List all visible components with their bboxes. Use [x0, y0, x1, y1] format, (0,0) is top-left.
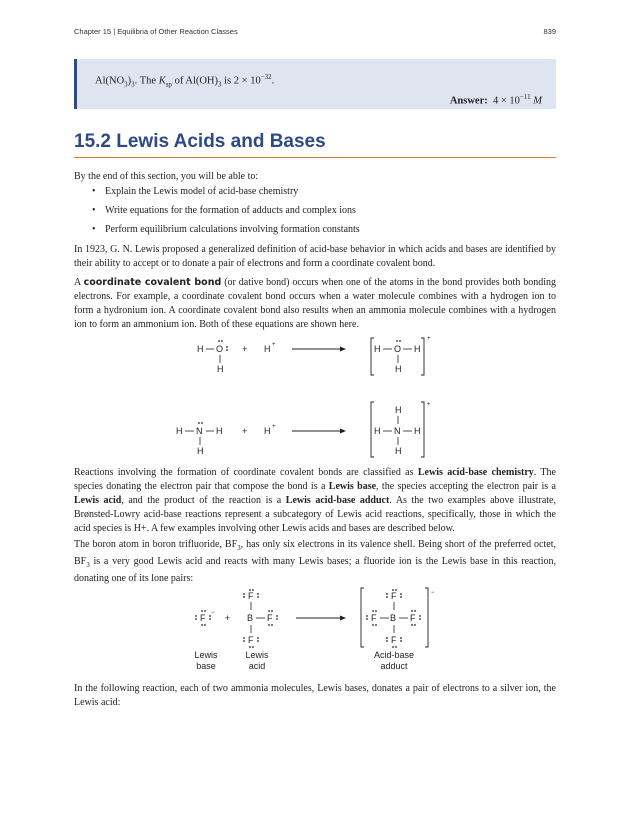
svg-text:+: +: [272, 424, 276, 430]
svg-text:H: H: [395, 364, 402, 374]
callout-answer: Answer: $4 \times 10^{-11}$ M: [449, 93, 542, 107]
svg-text:+: +: [427, 336, 431, 342]
svg-text:F: F: [391, 591, 397, 601]
svg-text:N: N: [196, 426, 203, 436]
chapter-title: Chapter 15 | Equilibria of Other Reaction Classes: [74, 27, 238, 36]
atom-o: O: [216, 344, 224, 354]
svg-text:H: H: [197, 446, 204, 456]
svg-text:N: N: [394, 426, 401, 436]
paragraph-bf3: The boron atom in boron trifluoride, $BF_3$, has only six electrons in its valence shell. Being short of the preferred octet, $BF_3$ is a very good Lewis acid and reacts with many Lewis bases; a fluoride ion is the Lewis base in this reaction, donating one of its lone pairs:: [74, 539, 556, 584]
svg-text:+: +: [225, 613, 231, 623]
label-lewis-acid: Lewis: [245, 650, 269, 660]
svg-text:F: F: [391, 635, 397, 645]
svg-text:H: H: [264, 426, 271, 436]
label-adduct: Acid-base: [373, 650, 415, 660]
callout-text: $Al(NO_3)_3$. The $K_{sp}$ of $Al(OH)_3$ is $2 \times 10^{-32}$.: [95, 73, 275, 89]
section-title: 15.2 Lewis Acids and Bases: [74, 131, 326, 152]
svg-text:base: base: [196, 661, 216, 671]
svg-text:H: H: [374, 426, 381, 436]
answer-callout: [74, 59, 556, 109]
svg-text:H: H: [414, 344, 421, 354]
paragraph-coordinate-bond: A coordinate covalent bond (or dative bond) occurs when one of the atoms in the bond provides both bonding electrons. For example, a coordinate covalent bond occurs when a water molecule combines with a hydrogen ion to form a hydronium ion. A coordinate covalent bond also results when an ammonia molecule combines with a hydrogen ion to form an ammonium ion. Both of these equations are shown here.: [74, 277, 557, 330]
objectives-intro: By the end of this section, you will be able to:: [74, 171, 259, 182]
svg-text:H: H: [176, 426, 183, 436]
paragraph-silver-ion: In the following reaction, each of two ammonia molecules, Lewis bases, donates a pair of electrons to a silver ion, the Lewis acid:: [74, 683, 556, 708]
svg-text:−: −: [431, 590, 435, 596]
svg-text:F: F: [200, 613, 206, 623]
svg-text:adduct: adduct: [380, 661, 408, 671]
atom-h: H: [197, 344, 204, 354]
svg-text:+: +: [242, 426, 248, 436]
svg-text:B: B: [390, 613, 397, 623]
svg-text:H: H: [374, 344, 381, 354]
svg-text:F: F: [248, 591, 254, 601]
svg-text:acid: acid: [248, 661, 266, 671]
plus-sign: +: [242, 344, 248, 354]
objective-item: • Perform equilibrium calculations involving formation constants: [92, 224, 360, 243]
svg-text:O: O: [394, 344, 402, 354]
svg-text:F: F: [410, 613, 416, 623]
svg-text:H: H: [395, 446, 402, 456]
svg-text:+: +: [427, 402, 431, 408]
svg-text:F: F: [267, 613, 273, 623]
objective-item: • Explain the Lewis model of acid-base chemistry: [92, 186, 360, 205]
page-header: [74, 27, 556, 36]
svg-text:H: H: [414, 426, 421, 436]
svg-text:+: +: [272, 342, 276, 348]
page-number: 839: [543, 27, 556, 36]
paragraph-lewis-definition: In 1923, G. N. Lewis proposed a generalized definition of acid-base behavior in which acids and bases are identified by their ability to accept or to donate a pair of electrons and form a coordinate covalent bond.: [74, 244, 556, 269]
label-lewis-base: Lewis: [194, 650, 218, 660]
svg-text:H: H: [395, 405, 402, 415]
objective-item: • Write equations for the formation of adducts and complex ions: [92, 205, 360, 224]
paragraph-lewis-chemistry: Reactions involving the formation of coordinate covalent bonds are classified as Lewis acid-base chemistry. The species donating the electron pair that compose the bond is a Lewis base, the species accepting the electron pair is a Lewis acid, and the product of the reaction is a Lewis acid-base adduct. As the two examples above illustrate, Brønsted-Lowry acid-base reactions represent a subcategory of Lewis acid reactions, specifically, those in which the acid species is H+. A few examples involving other Lewis acids and bases are described below.: [74, 467, 556, 534]
section-rule: [74, 157, 556, 158]
svg-text:−: −: [211, 610, 215, 616]
svg-text:H: H: [264, 344, 271, 354]
svg-text:F: F: [371, 613, 377, 623]
svg-text:H: H: [216, 426, 223, 436]
objectives-list: [92, 186, 360, 243]
svg-text:B: B: [247, 613, 254, 623]
svg-text:H: H: [217, 364, 224, 374]
svg-text:F: F: [248, 635, 254, 645]
